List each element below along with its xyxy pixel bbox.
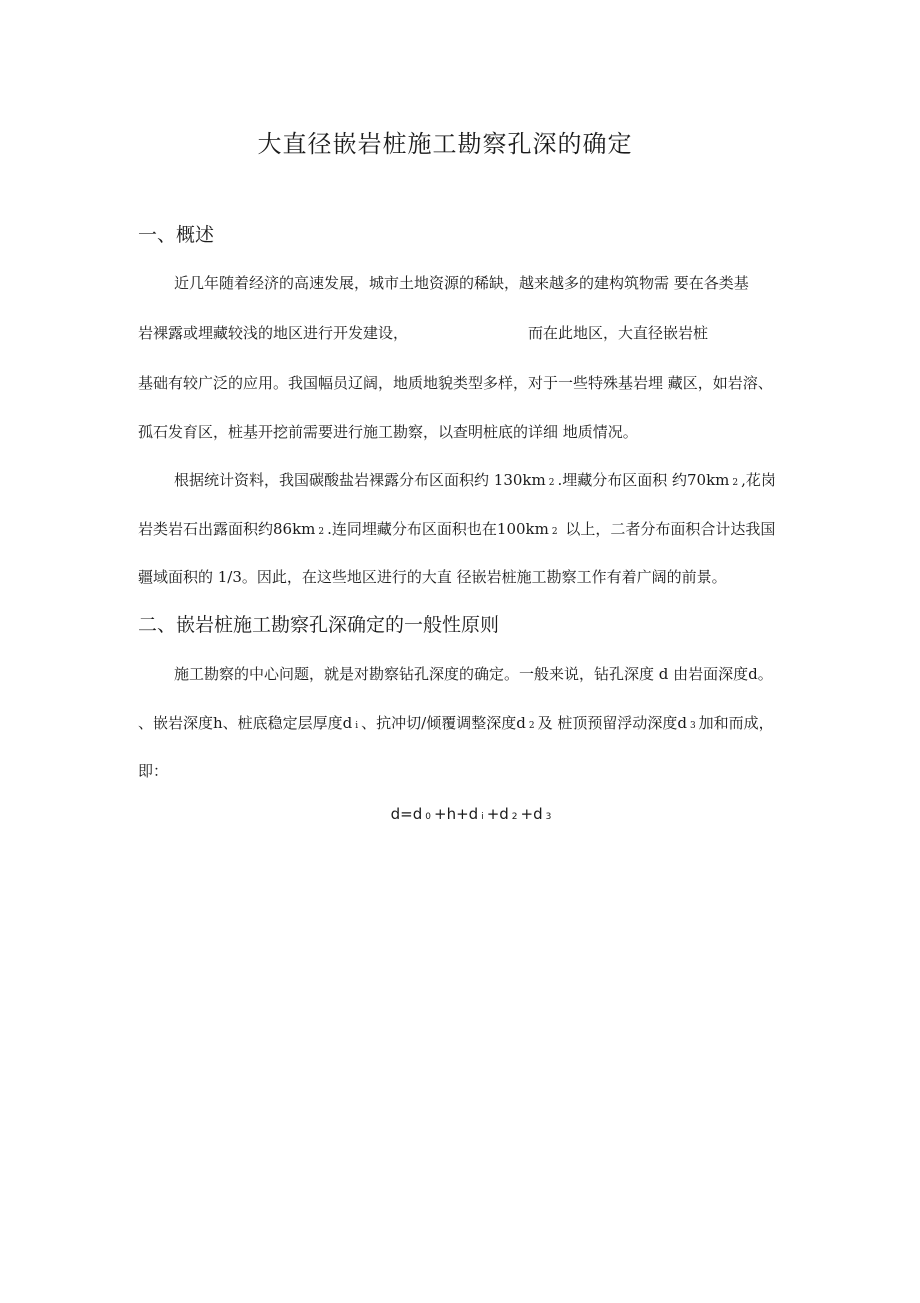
paragraph-line: 疆域面积的 1/3。因此，在这些地区进行的大直 径嵌岩桩施工勘察工作有着广阔的前景。 bbox=[138, 568, 727, 586]
formula-subscript: 3 bbox=[545, 812, 552, 822]
paragraph-line: 近几年随着经济的高速发展，城市土地资源的稀缺，越来越多的建构筑物需 要在各类基 bbox=[174, 274, 749, 292]
text-span: 岩类岩石出露面积约86km bbox=[138, 520, 316, 538]
text-span: 而在此地区，大直径嵌岩桩 bbox=[528, 324, 709, 342]
paragraph-line: 施工勘察的中心问题，就是对勘察钻孔深度的确定。一般来说，钻孔深度 d 由岩面深度d。 bbox=[174, 665, 773, 683]
text-span: .埋藏分布区面积 约70km bbox=[557, 471, 730, 489]
formula-part: +d bbox=[520, 805, 543, 823]
formula-subscript: i bbox=[481, 812, 484, 822]
formula-part: +h+d bbox=[434, 805, 479, 823]
superscript-2: 2 bbox=[548, 478, 555, 488]
section-heading-overview: 一、概述 bbox=[138, 224, 215, 246]
paragraph-line: 即： bbox=[138, 762, 169, 780]
text-span: 、抗冲切/倾覆调整深度d bbox=[361, 714, 526, 732]
formula-part: d=d bbox=[390, 805, 423, 823]
paragraph-line: 基础有较广泛的应用。我国幅员辽阔，地质地貌类型多样，对于一些特殊基岩埋 藏区，如岩溶、 bbox=[138, 374, 773, 392]
text-span: 及 桩顶预留浮动深度d bbox=[537, 714, 687, 732]
text-span: 以上，二者分布面积合计达我国 bbox=[560, 520, 776, 538]
depth-formula bbox=[0, 805, 920, 823]
section-heading-principles: 二、嵌岩桩施工勘察孔深确定的一般性原则 bbox=[138, 614, 500, 636]
paragraph-line bbox=[138, 518, 818, 539]
formula-part: +d bbox=[486, 805, 509, 823]
text-span: 根据统计资料，我国碳酸盐岩裸露分布区面积约 130km bbox=[174, 471, 546, 489]
superscript-2: 2 bbox=[318, 527, 325, 537]
subscript-i: i bbox=[355, 721, 359, 731]
formula-subscript: 0 bbox=[425, 812, 431, 822]
document-title: 大直径嵌岩桩施工勘察孔深的确定 bbox=[257, 130, 633, 158]
text-span: 、嵌岩深度h、桩底稳定层厚度d bbox=[138, 714, 353, 732]
paragraph-line bbox=[138, 322, 818, 343]
text-span: 岩裸露或埋藏较浅的地区进行开发建设， bbox=[138, 324, 409, 342]
superscript-2: 2 bbox=[732, 478, 739, 488]
subscript-2: 2 bbox=[528, 721, 535, 731]
text-span: .连同埋藏分布区面积也在100km bbox=[327, 520, 549, 538]
paragraph-line bbox=[174, 469, 854, 490]
superscript-2: 2 bbox=[551, 527, 558, 537]
text-span: 加和而成， bbox=[698, 714, 774, 732]
subscript-3: 3 bbox=[689, 721, 696, 731]
formula-subscript: 2 bbox=[511, 812, 518, 822]
text-span: ,花岗 bbox=[741, 471, 776, 489]
paragraph-line: 孤石发育区，桩基开挖前需要进行施工勘察，以查明桩底的详细 地质情况。 bbox=[138, 423, 638, 441]
paragraph-line bbox=[138, 712, 818, 733]
